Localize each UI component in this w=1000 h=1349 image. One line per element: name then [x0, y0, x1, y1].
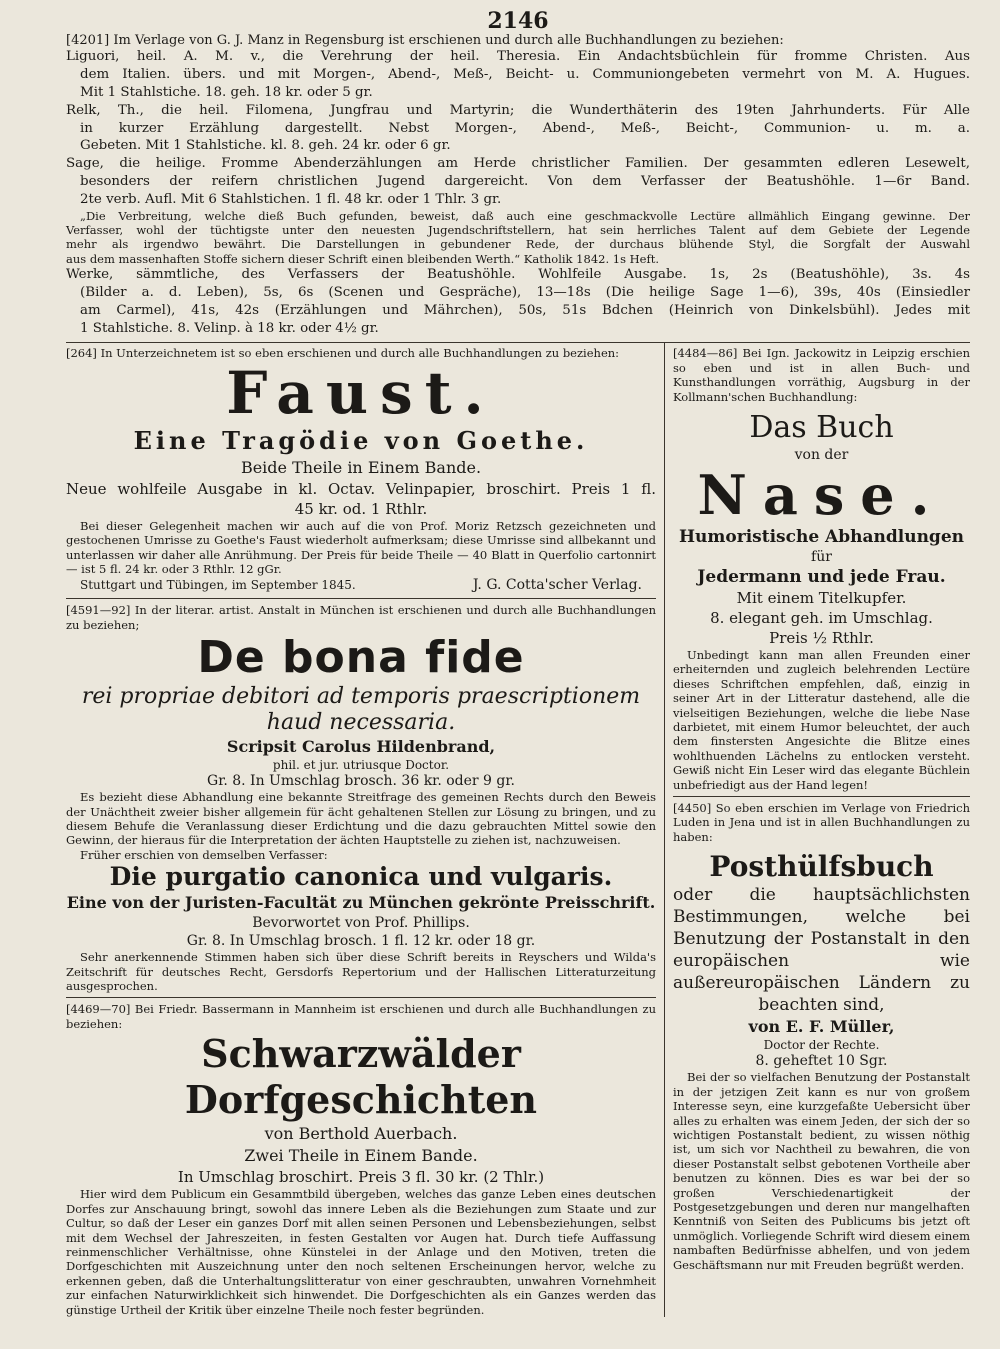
faust-parts: Beide Theile in Einem Bande.	[240, 457, 482, 477]
post-body: Bei der so vielfachen Benutzung der Postanstalt in der jetzigen Zeit kann es nur von großem Interesse seyn, eine kurzgefaßte Uebersicht über alles zu erhalten was einem Jeden, der sich der so wichtigen Postanstalt bedient, zu wissen nöthig ist, um sich vor Nachtheil zu bewahren, die von dieser Postanstalt selbst gebotenen Vortheile aber benutzen zu können. Dies es war bei der so großen Verschiedenartigkeit der Postgesetzgebungen und deren nur mangelhaften Kenntniß von Seiten des Publicums bis jetzt oft unmöglich. Vorliegende Schrift wird diesem einem nambaften Bedürfnisse abhelfen, und von jedem Geschäftsmann nur mit Freuden begrüßt werden.	[673, 1070, 970, 1272]
faust-subtitle: Eine Tragödie von Goethe.	[133, 425, 589, 455]
divider	[673, 796, 970, 797]
ad-line: 1 Stahlstiche. 8. Velinp. à 18 kr. oder 4½ gr.	[80, 320, 379, 336]
ad-line: besonders der reifern christlichen Jugend dargereicht. Von dem Verfasser der Beatushöhle. 1—6r Band.	[80, 173, 970, 189]
schwarz-author: von Berthold Auerbach.	[264, 1124, 458, 1144]
nase-fuer: für	[811, 549, 832, 566]
bona-author: Scripsit Carolus Hildenbrand,	[226, 737, 496, 757]
ad-line: Sage, die heilige. Fromme Abenderzählungen am Herde christlicher Familien. Der gesammten edleren Lesewelt,	[66, 156, 970, 172]
schwarz-parts: Zwei Theile in Einem Bande.	[244, 1146, 478, 1166]
bona-earlier: Früher erschien von demselben Verfasser:	[80, 847, 328, 862]
post-price: 8. geheftet 10 Sgr.	[755, 1053, 888, 1070]
ad-line: Gebeten. Mit 1 Stahlstiche. kl. 8. geh. 24 kr. oder 6 gr.	[80, 138, 451, 154]
faust-advertisement	[66, 343, 656, 594]
posthuelfsbuch-advertisement	[673, 801, 970, 1272]
ad-line: am Carmel), 41s, 42s (Erzählungen und Mährchen), 50s, 51s Bdchen (Heinrich von Dinkelsbühl). Jedes mit	[80, 302, 970, 318]
nase-price2: Preis ½ Rthlr.	[769, 629, 874, 648]
ad-line: (Bilder a. d. Leben), 5s, 6s (Scenen und Gespräche), 13—18s (Die heilige Sage 1—6), 39s, 40s (Einsiedler	[80, 285, 970, 300]
post-degree: Doctor der Rechte.	[763, 1038, 880, 1053]
bona-fide-advertisement	[66, 603, 656, 993]
purgatio-body: Sehr anerkennende Stimmen haben sich über diese Schrift bereits in Reyschers und Wilda's Zeitschrift für deutsches Recht, Gersdorfs Repertorium und der Hallischen Litteraturzeitung ausgesprochen.	[66, 950, 656, 994]
nase-title-1: Das Buch	[749, 410, 894, 446]
ad-line: „Die Verbreitung, welche dieß Buch gefunden, beweist, daß auch eine geschmackvolle Lectüre allmählich Eingang gewinne. Der	[80, 208, 970, 223]
faust-publisher: J. G. Cotta'scher Verlag.	[472, 577, 642, 594]
post-title: Posthülfsbuch	[709, 850, 934, 884]
faust-edition: Neue wohlfeile Ausgabe in kl. Octav. Velinpapier, broschirt. Preis 1 fl.	[66, 479, 656, 498]
two-column-section	[66, 343, 970, 1317]
nase-sub2: Jedermann und jede Frau.	[697, 567, 946, 588]
ad-line: Verfasser, wohl der tüchtigste unter den neuesten Jugendschriftstellern, hat sein herrliches Talent auf dem Gebiete der Legende	[66, 222, 970, 237]
ad-line: mehr als irgendwo bewährt. Die Darstellungen in gebundener Rede, der durchaus blühende Styl, die Sorgfalt der Auswahl	[66, 237, 970, 252]
manz-advertisement	[66, 34, 970, 337]
nase-advertisement	[673, 343, 970, 792]
purgatio-prize: Eine von der Juristen-Facultät zu München gekrönte Preisschrift.	[66, 893, 656, 913]
bona-body: Es bezieht diese Abhandlung eine bekannte Streitfrage des gemeinen Rechts durch den Beweis der Unächtheit zweier bisher allgemein für ächt gehaltenen Stellen zur Lösung zu bringen, und zu diesem Behufe die Veranlassung dieser Erdichtung und die dazu gebrauchten Mittel sowie den Gewinn, der hieraus für die Interpretation der ächten Hauptstelle zu ziehen ist, nachzuweisen.	[66, 790, 656, 848]
nase-body: Unbedingt kann man allen Freunden einer erheiternden und zugleich belehrenden Lectüre dieses Schriftchen empfehlen, daß, einzig in seiner Art in der Litteratur dastehend, alle die vielseitigen Beziehungen, welche die liebe Nase darbietet, mit einem Humor beleuchtet, der auch dem finstersten Angesichte die Blitze eines wohlthuenden Lächelns zu entlocken versteht. Gewiß nicht Ein Leser wird das elegante Büchlein unbefriedigt aus der Hand legen!	[673, 648, 970, 792]
ad-line: Werke, sämmtliche, des Verfassers der Beatushöhle. Wohlfeile Ausgabe. 1s, 2s (Beatushöhle), 3s. 4s	[66, 267, 970, 283]
ad-line: Relk, Th., die heil. Filomena, Jungfrau und Martyrin; die Wunderthäterin des 19ten Jahrhunderts. Für Alle	[66, 102, 970, 118]
ad-line: in kurzer Erzählung dargestellt. Nebst Morgen-, Abend-, Meß-, Beicht-, Communion- u. m. a.	[80, 120, 970, 136]
faust-title: Faust.	[226, 358, 496, 427]
nase-von-der: von der	[794, 447, 849, 464]
left-column	[66, 343, 664, 1317]
right-column	[664, 343, 970, 1317]
ad-line: 2te verb. Aufl. Mit 6 Stahlstichen. 1 fl. 48 kr. oder 1 Thlr. 3 gr.	[80, 191, 502, 207]
divider	[66, 598, 656, 599]
ad-line: aus dem massenhaften Stoffe sichern dieser Schrift einen bleibenden Werth.“ Katholik 1842. 1s Heft.	[66, 251, 660, 266]
ad-line: Liguori, heil. A. M. v., die Verehrung der heil. Theresia. Ein Andachtsbüchlein für fromme Christen. Aus	[66, 49, 970, 65]
purgatio-price: Gr. 8. In Umschlag brosch. 1 fl. 12 kr. oder 18 gr.	[186, 933, 536, 950]
bona-subtitle: rei propriae debitori ad temporis praescriptionem haud necessaria.	[81, 684, 641, 736]
faust-price: 45 kr. od. 1 Rthlr.	[294, 499, 428, 518]
schwarz-body: Hier wird dem Publicum ein Gesammtbild übergeben, welches das ganze Leben eines deutschen Dorfes zur Anschauung bringt, sowohl das innere Leben als die Beziehungen zum Staate und zur Cultur, so daß der Leser ein ganzes Dorf mit allen seinen Personen und Lebensbeziehungen, selbst mit dem Wechsel der Jahreszeiten, in festen Gestalten vor Augen hat. Durch tiefe Auffassung reinmenschlicher Verhältnisse, ohne Künstelei in der Anlage und den Motiven, treten die Dorfgeschichten mit Auszeichnung unter den noch seltenen Erscheinungen hervor, welche zu erkennen geben, daß die Unterhaltungslitteratur von einer geschraubten, unwahren Vornehmheit zur einfachen Naturwirklichkeit sich hinwendet. Die Dorfgeschichten als ein Ganzes werden das günstige Urtheil der Kritik über einzelne Theile noch fester begründen.	[66, 1187, 656, 1317]
ad-line: [4201] Im Verlage von G. J. Manz in Regensburg ist erschienen und durch alle Buchhandlungen zu beziehen:	[66, 33, 784, 48]
schwarzwaelder-advertisement	[66, 1002, 656, 1316]
ad-header: [264] In Unterzeichnetem ist so eben erschienen und durch alle Buchhandlungen zu beziehen:	[66, 346, 620, 361]
bona-degree: phil. et jur. utriusque Doctor.	[272, 758, 450, 773]
bona-title: De bona fide	[197, 632, 525, 684]
nase-title-2: Nase.	[697, 463, 946, 528]
nase-kupfer: Mit einem Titelkupfer.	[736, 589, 907, 608]
purgatio-preface: Bevorwortet von Prof. Phillips.	[252, 915, 470, 932]
bona-price: Gr. 8. In Umschlag brosch. 36 kr. oder 9 gr.	[207, 773, 515, 790]
ad-line: dem Italien. übers. und mit Morgen-, Abend-, Meß-, Beicht- u. Communiongebeten vermehrt von M. A. Hugues.	[80, 67, 970, 83]
nase-sub: Humoristische Abhandlungen	[679, 527, 964, 548]
ad-header: [4484—86] Bei Ign. Jackowitz in Leipzig erschien so eben und ist in allen Buch- und Kunsthandlungen vorräthig, Augsburg in der Kollmann'schen Buchhandlung:	[673, 346, 970, 404]
page-number: 2146	[487, 8, 549, 34]
divider	[66, 997, 656, 998]
schwarz-title: Schwarzwälder Dorfgeschichten	[184, 1031, 538, 1123]
ad-header: [4469—70] Bei Friedr. Bassermann in Mannheim ist erschienen und durch alle Buchhandlungen zu beziehen:	[66, 1002, 656, 1031]
schwarz-price: In Umschlag broschirt. Preis 3 fl. 30 kr. (2 Thlr.)	[177, 1168, 545, 1187]
faust-place: Stuttgart und Tübingen, im September 1845.	[80, 578, 356, 593]
ad-header: [4450] So eben erschien im Verlage von Friedrich Luden in Jena und ist in allen Buchhandlungen zu haben:	[673, 801, 970, 844]
nase-price: 8. elegant geh. im Umschlag.	[710, 609, 933, 628]
post-description: oder die hauptsächlichsten Bestimmungen, welche bei Benutzung der Postanstalt in den europäischen wie außereuropäischen Ländern zu beachten sind,	[673, 885, 970, 1016]
ad-header: [4591—92] In der literar. artist. Anstalt in München ist erschienen und durch alle Buchhandlungen zu beziehen;	[66, 603, 656, 632]
purgatio-title: Die purgatio canonica und vulgaris.	[109, 862, 613, 892]
faust-signature	[66, 576, 656, 594]
ad-line: Mit 1 Stahlstiche. 18. geh. 18 kr. oder 5 gr.	[80, 85, 373, 100]
faust-body: Bei dieser Gelegenheit machen wir auch auf die von Prof. Moriz Retzsch gezeichneten und gestochenen Umrisse zu Goethe's Faust wiederholt aufmerksam; diese Umrisse sind allbekannt und unterlassen wir daher alle Anrühmung. Der Preis für beide Theile — 40 Blatt in Querfolio cartonnirt — ist 5 fl. 24 kr. oder 3 Rthlr. 12 gGr.	[66, 518, 656, 577]
post-author: von E. F. Müller,	[748, 1017, 895, 1037]
